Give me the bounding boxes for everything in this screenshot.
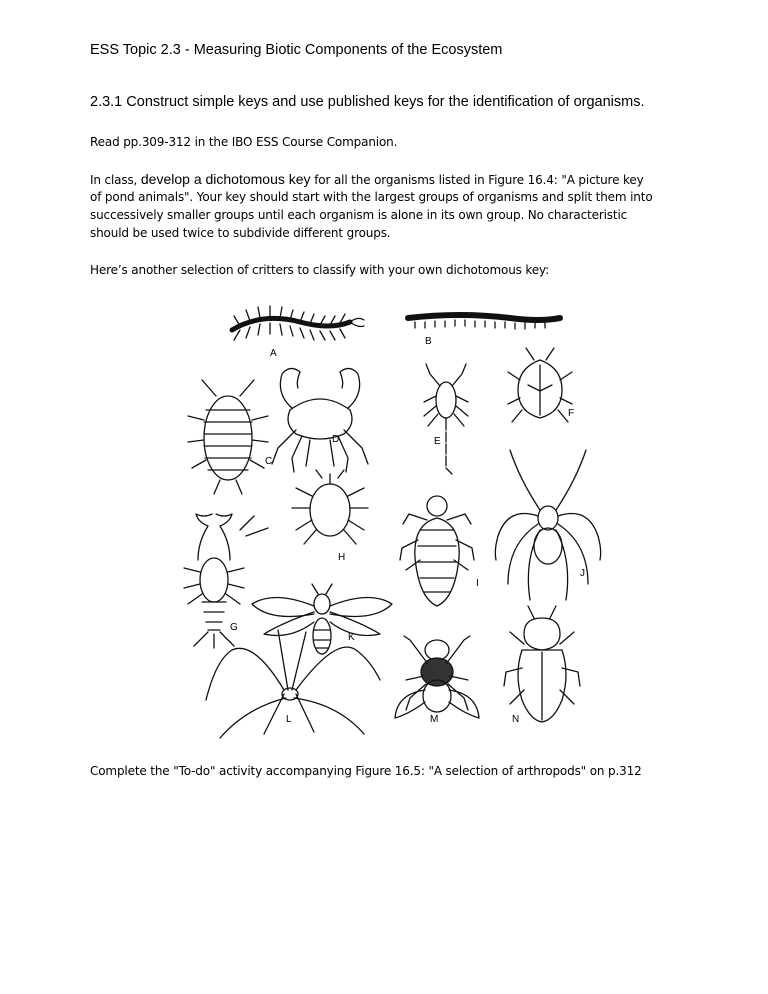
- figure-label-f: F: [568, 408, 575, 419]
- figure-label-j: J: [580, 568, 585, 579]
- centipede-illustration: [232, 306, 364, 340]
- critters-intro: Here’s another selection of critters to classify with your own dichotomous key:: [90, 263, 550, 277]
- harvestman-illustration: [206, 630, 380, 738]
- fly-illustration: [395, 636, 479, 718]
- figure-label-a: A: [270, 348, 277, 359]
- crab-illustration: [272, 368, 368, 472]
- crayfish-illustration: [184, 514, 268, 648]
- figure-label-e: E: [434, 436, 441, 447]
- louse-illustration: [400, 496, 474, 606]
- figure-label-b: B: [425, 336, 432, 347]
- true-bug-illustration: [508, 348, 575, 422]
- beetle-illustration: [504, 606, 580, 722]
- tick-illustration: [292, 470, 368, 544]
- figure-label-n: N: [512, 714, 520, 725]
- woodlouse-illustration: [188, 380, 268, 494]
- millipede-illustration: [408, 315, 560, 329]
- todo-instruction: Complete the "To-do" activity accompanying Figure 16.5: "A selection of arthropods" on p.312: [90, 764, 642, 778]
- figure-label-g: G: [230, 622, 238, 633]
- figure-label-i: I: [476, 578, 479, 589]
- para-emphasis: develop a dichotomous key: [140, 171, 311, 187]
- instruction-line-4: should be used twice to subdivide different groups.: [90, 226, 391, 240]
- page-title: ESS Topic 2.3 - Measuring Biotic Components of the Ecosystem: [90, 42, 503, 58]
- reading-assignment: Read pp.309-312 in the IBO ESS Course Companion.: [90, 135, 398, 149]
- figure-label-m: M: [430, 714, 439, 725]
- figure-label-d: D: [332, 434, 340, 445]
- para-rest: for all the organisms listed in Figure 16.4: "A picture key: [310, 173, 644, 187]
- winged-insect-illustration: [252, 584, 392, 654]
- figure-label-c: C: [265, 456, 273, 467]
- figure-label-l: L: [286, 714, 292, 725]
- figure-label-h: H: [338, 552, 346, 563]
- instruction-line-2: of pond animals". Your key should start with the largest groups of organisms and split them into: [90, 190, 653, 204]
- instruction-line-3: successively smaller groups until each organism is alone in its own group. No characteristic: [90, 208, 628, 222]
- learning-objective: 2.3.1 Construct simple keys and use published keys for the identification of organisms.: [90, 94, 645, 110]
- figure-label-k: K: [348, 632, 355, 643]
- para-pre: In class,: [90, 173, 141, 187]
- scorpion-illustration: [424, 364, 468, 474]
